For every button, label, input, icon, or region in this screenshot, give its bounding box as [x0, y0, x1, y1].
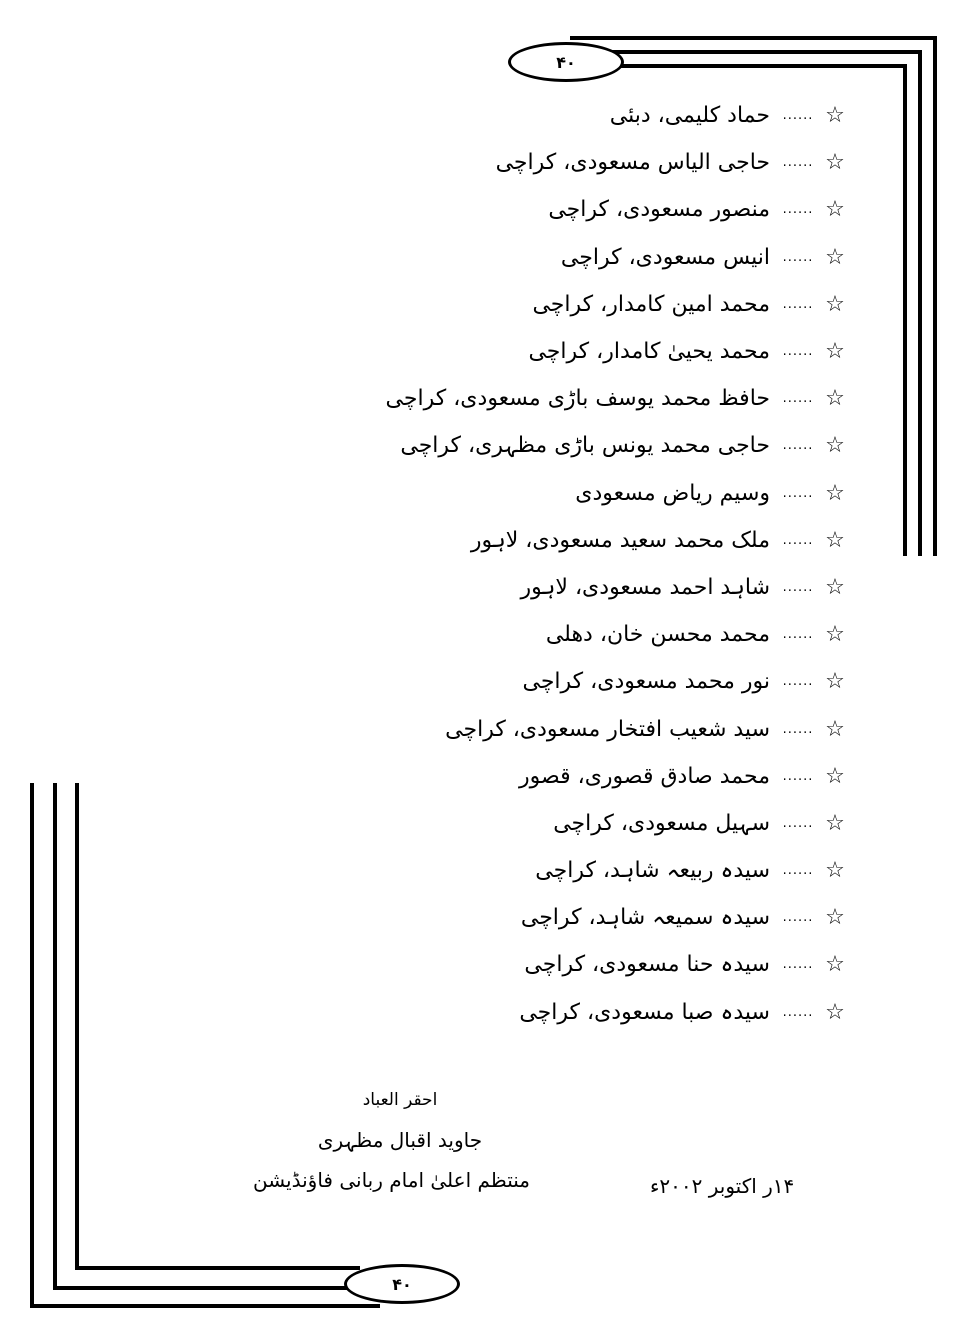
- leader-dots: ......: [782, 768, 814, 784]
- entry-name: حاجی الیاس مسعودی، کراچی: [495, 150, 770, 176]
- list-item: [288, 186, 848, 233]
- entry-name: حافظ محمد یوسف باڑی مسعودی، کراچی: [385, 386, 770, 412]
- leader-dots: ......: [782, 296, 814, 312]
- star-icon: ☆: [825, 622, 845, 648]
- page-number-top: ۴۰: [508, 42, 624, 82]
- leader-dots: ......: [782, 1004, 814, 1020]
- star-icon: ☆: [825, 244, 845, 270]
- star-icon: ☆: [825, 150, 845, 176]
- entry-name: حماد کلیمی، دبئی: [609, 103, 770, 129]
- leader-dots: ......: [782, 485, 814, 501]
- name-list: [288, 92, 848, 1036]
- entry-name: سید شعیب افتخار مسعودی، کراچی: [445, 716, 770, 742]
- list-item: [288, 753, 848, 800]
- star-icon: ☆: [825, 291, 845, 317]
- leader-dots: ......: [782, 674, 814, 690]
- signature-salutation: احقر العباد: [362, 1090, 438, 1110]
- leader-dots: ......: [782, 202, 814, 218]
- list-item: [288, 941, 848, 988]
- list-item: [288, 800, 848, 847]
- entry-name: نور محمد مسعودی، کراچی: [522, 669, 770, 695]
- document-date: ۱۴ر اکتوبر ۲۰۰۲ء: [650, 1174, 795, 1198]
- entry-name: سیدہ سمیعہ شاہد، کراچی: [520, 905, 770, 931]
- entry-name: منصور مسعودی، کراچی: [548, 197, 770, 223]
- star-icon: ☆: [825, 433, 845, 459]
- entry-name: سیدہ ربیعہ شاہد، کراچی: [535, 858, 770, 884]
- list-item: [288, 328, 848, 375]
- star-icon: ☆: [825, 716, 845, 742]
- entry-name: شاہد احمد مسعودی، لاہور: [520, 574, 770, 600]
- entry-name: ملک محمد سعید مسعودی، لاہور: [470, 527, 770, 553]
- leader-dots: ......: [782, 815, 814, 831]
- signature-name: جاوید اقبال مظہری: [317, 1128, 483, 1152]
- page-number-bottom: ۴۰: [344, 1264, 460, 1304]
- leader-dots: ......: [782, 957, 814, 973]
- list-item: [288, 658, 848, 705]
- list-item: [288, 470, 848, 517]
- leader-dots: ......: [782, 249, 814, 265]
- entry-name: محمد یحییٰ کامدار، کراچی: [528, 339, 770, 365]
- list-item: [288, 234, 848, 281]
- leader-dots: ......: [782, 532, 814, 548]
- leader-dots: ......: [782, 721, 814, 737]
- star-icon: ☆: [825, 763, 845, 789]
- list-item: [288, 92, 848, 139]
- entry-name: سیدہ حنا مسعودی، کراچی: [524, 952, 770, 978]
- star-icon: ☆: [825, 574, 845, 600]
- entry-name: حاجی محمد یونس باڑی مظہری، کراچی: [400, 433, 770, 459]
- leader-dots: ......: [782, 910, 814, 926]
- entry-name: محمد صادق قصوری، قصور: [519, 763, 770, 789]
- star-icon: ☆: [825, 480, 845, 506]
- list-item: [288, 705, 848, 752]
- list-item: [288, 894, 848, 941]
- entry-name: وسیم ریاض مسعودی: [575, 480, 770, 506]
- leader-dots: ......: [782, 863, 814, 879]
- leader-dots: ......: [782, 108, 814, 124]
- star-icon: ☆: [825, 810, 845, 836]
- signature-block: [252, 1080, 530, 1200]
- star-icon: ☆: [825, 339, 845, 365]
- list-item: [288, 281, 848, 328]
- star-icon: ☆: [825, 386, 845, 412]
- entry-name: سہیل مسعودی، کراچی: [553, 810, 770, 836]
- list-item: [288, 517, 848, 564]
- star-icon: ☆: [825, 669, 845, 695]
- signature-designation: منتظم اعلیٰ امام ربانی فاؤنڈیشن: [252, 1168, 530, 1192]
- star-icon: ☆: [825, 999, 845, 1025]
- star-icon: ☆: [825, 905, 845, 931]
- entry-name: انیس مسعودی، کراچی: [560, 244, 770, 270]
- star-icon: ☆: [825, 103, 845, 129]
- entry-name: محمد محسن خان، دھلی: [545, 622, 770, 648]
- leader-dots: ......: [782, 438, 814, 454]
- list-item: [288, 375, 848, 422]
- leader-dots: ......: [782, 155, 814, 171]
- list-item: [288, 611, 848, 658]
- list-item: [288, 989, 848, 1036]
- leader-dots: ......: [782, 391, 814, 407]
- list-item: [288, 564, 848, 611]
- leader-dots: ......: [782, 627, 814, 643]
- star-icon: ☆: [825, 858, 845, 884]
- star-icon: ☆: [825, 952, 845, 978]
- star-icon: ☆: [825, 527, 845, 553]
- star-icon: ☆: [825, 197, 845, 223]
- entry-name: محمد امین کامدار، کراچی: [532, 291, 770, 317]
- leader-dots: ......: [782, 579, 814, 595]
- list-item: [288, 847, 848, 894]
- list-item: [288, 422, 848, 469]
- list-item: [288, 139, 848, 186]
- entry-name: سیدہ صبا مسعودی، کراچی: [519, 999, 770, 1025]
- leader-dots: ......: [782, 344, 814, 360]
